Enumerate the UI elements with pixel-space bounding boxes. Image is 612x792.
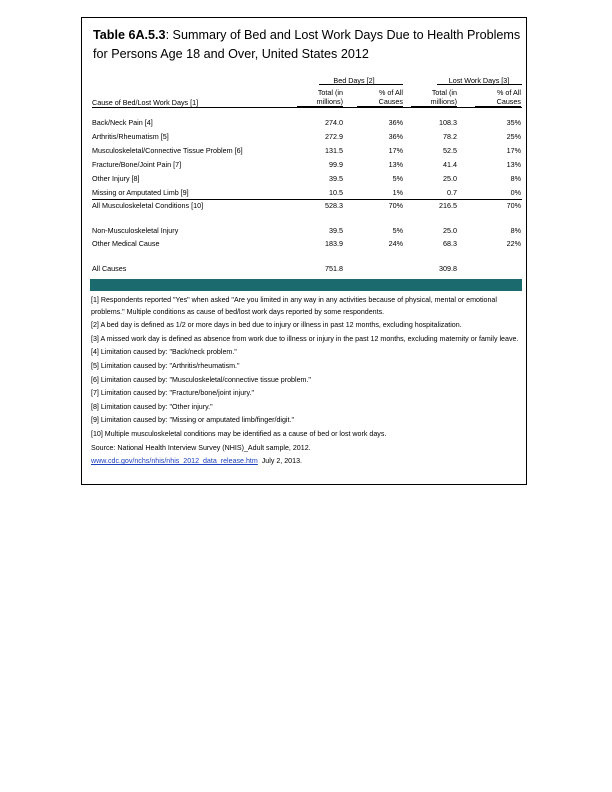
bed-pct-header-1: % of All (379, 88, 403, 97)
row-label: Fracture/Bone/Joint Pain [7] (92, 160, 182, 169)
lost-pct: 25% (506, 132, 521, 141)
table-row (82, 173, 528, 184)
lost-total: 216.5 (439, 201, 457, 210)
total-row (82, 200, 528, 211)
bed-total-header-1: Total (in (317, 88, 343, 97)
footnote-3: [3] A missed work day is defined as absence from work due to illness or injury in the past 12 months, excluding maternity or family leave. (91, 334, 519, 343)
lost-pct: 35% (506, 118, 521, 127)
bed-total: 131.5 (325, 146, 343, 155)
row-label: Arthritis/Rheumatism [5] (92, 132, 169, 141)
bed-days-header: Bed Days [2] (333, 76, 375, 85)
footnote-2: [2] A bed day is defined as 1/2 or more days in bed due to injury or illness in past 12 months, excluding hospitalization. (91, 321, 462, 330)
table-row (82, 159, 528, 170)
table-row (82, 238, 528, 249)
all-causes-row (82, 263, 528, 274)
footnote-9: [9] Limitation caused by: "Missing or amputated limb/finger/digit." (91, 416, 294, 425)
table-row (82, 131, 528, 142)
lost-total: 25.0 (443, 174, 457, 183)
bed-total: 183.9 (325, 239, 343, 248)
bed-total: 39.5 (329, 226, 343, 235)
bed-pct: 70% (388, 201, 403, 210)
source-note: Source: National Health Interview Survey (NHIS)_Adult sample, 2012. (91, 443, 311, 452)
footnote-5: [5] Limitation caused by: "Arthritis/rheumatism." (91, 361, 240, 370)
lost-total: 0.7 (447, 188, 457, 197)
bed-total: 10.5 (329, 188, 343, 197)
source-link[interactable]: www.cdc.gov/nchs/nhis/nhis_2012_data_release.htm (91, 457, 258, 466)
release-date: July 2, 2013. (257, 457, 302, 466)
lost-total: 25.0 (443, 226, 457, 235)
table-number: Table 6A.5.3 (93, 28, 166, 42)
bed-total: 274.0 (325, 118, 343, 127)
footnote-7: [7] Limitation caused by: "Fracture/bone/joint injury." (91, 389, 255, 398)
lost-total-header-2: millions) (411, 97, 457, 107)
row-label-header: Cause of Bed/Lost Work Days [1] (92, 98, 199, 107)
lost-total: 108.3 (439, 118, 457, 127)
row-label: Back/Neck Pain [4] (92, 118, 153, 127)
row-label: Other Injury [8] (92, 174, 140, 183)
lost-pct: 22% (506, 239, 521, 248)
lost-pct: 17% (506, 146, 521, 155)
bed-pct: 1% (392, 188, 403, 197)
bed-total-header-2: millions) (297, 97, 343, 107)
header-divider (92, 107, 522, 108)
table-row (82, 145, 528, 156)
lost-total-header-1: Total (in (431, 88, 457, 97)
lost-total: 309.8 (439, 264, 457, 273)
bed-pct: 36% (388, 132, 403, 141)
row-label: Missing or Amputated Limb [9] (92, 188, 189, 197)
lost-pct: 13% (506, 160, 521, 169)
table-row (82, 117, 528, 128)
lost-total: 41.4 (443, 160, 457, 169)
lost-pct: 8% (510, 174, 521, 183)
row-label: Musculoskeletal/Connective Tissue Problem [6] (92, 146, 243, 155)
bed-pct: 5% (392, 174, 403, 183)
table-row (82, 187, 528, 198)
bed-total: 751.8 (325, 264, 343, 273)
bed-pct: 17% (388, 146, 403, 155)
bed-days-rule (319, 84, 403, 85)
table-frame (81, 17, 527, 485)
footnote-6: [6] Limitation caused by: "Musculoskeletal/connective tissue problem." (91, 375, 311, 384)
bed-total: 272.9 (325, 132, 343, 141)
footnote-8: [8] Limitation caused by: "Other injury." (91, 402, 213, 411)
lost-total: 78.2 (443, 132, 457, 141)
bed-total: 39.5 (329, 174, 343, 183)
lost-days-rule (437, 84, 522, 85)
bed-pct-header-2: Causes (357, 97, 403, 107)
lost-pct: 8% (510, 226, 521, 235)
row-label: All Musculoskeletal Conditions [10] (92, 201, 204, 210)
footnotes (91, 295, 523, 468)
table-title (93, 26, 523, 64)
lost-days-header: Lost Work Days [3] (448, 76, 510, 85)
bed-pct: 5% (392, 226, 403, 235)
row-label: Other Medical Cause (92, 239, 160, 248)
lost-pct: 70% (506, 201, 521, 210)
table-title-text: : Summary of Bed and Lost Work Days Due to Health Problems for Persons Age 18 and Over, United States 2012 (93, 28, 521, 61)
source-link-line (91, 456, 523, 468)
section-band (90, 279, 522, 291)
bed-total: 99.9 (329, 160, 343, 169)
row-label: Non-Musculoskeletal Injury (92, 226, 179, 235)
bed-total: 528.3 (325, 201, 343, 210)
row-label: All Causes (92, 264, 127, 273)
lost-total: 52.5 (443, 146, 457, 155)
bed-pct: 36% (388, 118, 403, 127)
lost-pct: 0% (510, 188, 521, 197)
footnote-4: [4] Limitation caused by: "Back/neck problem." (91, 348, 237, 357)
bed-pct: 13% (388, 160, 403, 169)
lost-pct-header-1: % of All (497, 88, 521, 97)
bed-pct: 24% (388, 239, 403, 248)
table-row (82, 225, 528, 236)
footnote-1: [1] Respondents reported "Yes" when asked "Are you limited in any way in any activities because of physical, mental or emotional problems." Multiple conditions as cause of bed/lost work days reported by some respondents. (91, 296, 497, 316)
lost-total: 68.3 (443, 239, 457, 248)
lost-pct-header-2: Causes (475, 97, 521, 107)
footnote-10: [10] Multiple musculoskeletal conditions may be identified as a cause of bed or lost work days. (91, 429, 387, 438)
